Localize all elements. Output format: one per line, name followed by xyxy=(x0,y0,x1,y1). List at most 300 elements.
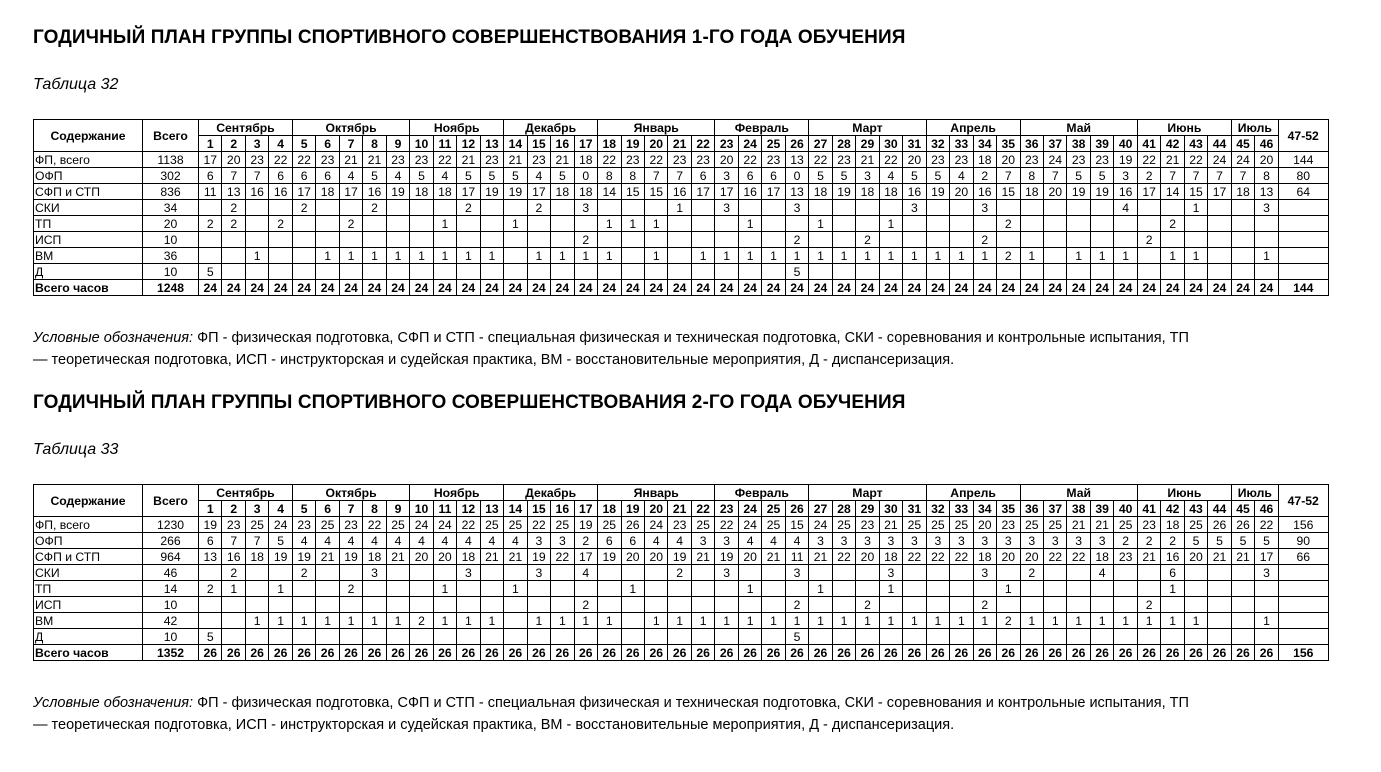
week-cell xyxy=(1114,565,1138,581)
week-cell: 26 xyxy=(1231,517,1254,533)
week-cell xyxy=(316,581,339,597)
week-cell: 5 xyxy=(926,168,949,184)
month-header: Июнь xyxy=(1137,485,1231,501)
week-cell: 19 xyxy=(598,549,621,565)
week-cell xyxy=(1090,264,1113,280)
week-cell: 26 xyxy=(879,645,902,661)
week-cell xyxy=(199,200,222,216)
week-cell xyxy=(222,629,245,645)
week-number: 17 xyxy=(574,501,597,517)
week-cell xyxy=(1231,216,1254,232)
week-cell: 2 xyxy=(1020,565,1043,581)
header-total: Всего xyxy=(143,485,199,517)
week-cell: 1 xyxy=(1067,248,1090,264)
week-cell: 3 xyxy=(457,565,480,581)
week-cell: 26 xyxy=(1043,645,1066,661)
week-number: 8 xyxy=(363,136,386,152)
week-cell: 15 xyxy=(644,184,667,200)
week-cell xyxy=(457,597,480,613)
week-cell: 1 xyxy=(1067,613,1090,629)
week-cell: 17 xyxy=(1208,184,1232,200)
week-cell xyxy=(926,264,949,280)
week-cell xyxy=(292,264,315,280)
week-cell xyxy=(715,581,738,597)
week-cell: 1 xyxy=(504,581,527,597)
week-cell: 1 xyxy=(1090,248,1113,264)
week-cell xyxy=(222,597,245,613)
week-cell: 23 xyxy=(1067,152,1090,168)
week-cell: 5 xyxy=(457,168,480,184)
week-cell: 2 xyxy=(973,232,996,248)
week-cell xyxy=(386,232,409,248)
week-cell xyxy=(551,565,574,581)
week-cell xyxy=(715,629,738,645)
week-cell xyxy=(245,200,268,216)
week-number: 27 xyxy=(809,501,832,517)
legend-lead: Условные обозначения: xyxy=(33,330,194,346)
week-cell: 4 xyxy=(363,533,386,549)
week-cell: 1 xyxy=(1043,613,1066,629)
week-cell xyxy=(1208,581,1232,597)
week-cell xyxy=(1020,629,1043,645)
week-cell xyxy=(1090,216,1113,232)
week-cell xyxy=(1208,200,1232,216)
week-cell: 1 xyxy=(504,216,527,232)
week-cell: 3 xyxy=(950,533,973,549)
week-cell xyxy=(809,232,832,248)
week-number: 45 xyxy=(1231,501,1254,517)
week-cell: 21 xyxy=(809,549,832,565)
week-cell xyxy=(950,597,973,613)
week-cell: 26 xyxy=(269,645,292,661)
week-number: 1 xyxy=(199,136,222,152)
week-cell xyxy=(832,216,855,232)
week-cell: 6 xyxy=(691,168,714,184)
week-cell: 25 xyxy=(316,517,339,533)
week-cell xyxy=(926,597,949,613)
week-cell: 21 xyxy=(1161,152,1184,168)
week-cell: 21 xyxy=(504,152,527,168)
week-cell: 4 xyxy=(644,533,667,549)
row-total: 46 xyxy=(143,565,199,581)
week-cell: 26 xyxy=(1208,517,1232,533)
month-header: Ноябрь xyxy=(410,120,504,136)
week-cell: 26 xyxy=(316,645,339,661)
week-cell: 2 xyxy=(222,565,245,581)
week-cell: 4 xyxy=(433,168,456,184)
week-number: 40 xyxy=(1114,136,1138,152)
week-cell xyxy=(738,597,761,613)
week-cell xyxy=(433,264,456,280)
week-cell xyxy=(1255,264,1278,280)
week-cell xyxy=(480,629,504,645)
row-tail: 66 xyxy=(1278,549,1328,565)
week-number: 34 xyxy=(973,501,996,517)
week-cell: 23 xyxy=(480,152,504,168)
week-cell: 18 xyxy=(879,549,902,565)
week-cell xyxy=(386,629,409,645)
week-cell: 3 xyxy=(1255,200,1278,216)
week-cell xyxy=(316,597,339,613)
week-cell xyxy=(222,232,245,248)
week-cell: 6 xyxy=(762,168,785,184)
week-cell xyxy=(1231,613,1254,629)
week-cell: 1 xyxy=(644,248,667,264)
week-cell: 3 xyxy=(1067,533,1090,549)
week-cell xyxy=(504,629,527,645)
week-number: 38 xyxy=(1067,136,1090,152)
week-cell: 6 xyxy=(199,168,222,184)
week-cell: 3 xyxy=(1090,533,1113,549)
week-cell: 4 xyxy=(386,168,409,184)
week-cell xyxy=(1208,565,1232,581)
row-label: Всего часов xyxy=(34,280,143,296)
week-number: 31 xyxy=(903,501,926,517)
week-cell: 17 xyxy=(199,152,222,168)
week-cell: 3 xyxy=(715,565,738,581)
week-cell: 24 xyxy=(386,280,409,296)
week-number: 2 xyxy=(222,136,245,152)
week-cell: 20 xyxy=(1184,549,1207,565)
week-cell: 2 xyxy=(574,232,597,248)
month-header: Октябрь xyxy=(292,485,409,501)
week-cell xyxy=(691,200,714,216)
week-cell xyxy=(1020,264,1043,280)
week-cell xyxy=(1184,216,1207,232)
row-tail xyxy=(1278,232,1328,248)
week-cell: 26 xyxy=(245,645,268,661)
week-cell: 5 xyxy=(480,168,504,184)
week-cell: 4 xyxy=(457,533,480,549)
week-cell xyxy=(903,216,926,232)
week-cell: 19 xyxy=(668,549,691,565)
week-cell: 7 xyxy=(245,533,268,549)
week-cell: 1 xyxy=(339,613,362,629)
week-cell xyxy=(856,264,879,280)
plan-title: ГОДИЧНЫЙ ПЛАН ГРУППЫ СПОРТИВНОГО СОВЕРШЕНСТВОВАНИЯ 1-ГО ГОДА ОБУЧЕНИЯ xyxy=(33,27,906,48)
week-cell xyxy=(551,216,574,232)
legend-line-1: ФП - физическая подготовка, СФП и СТП - специальная физическая и техническая подготовка, СКИ - соревнования и контрольные испытания, ТП xyxy=(193,695,1189,711)
week-cell: 21 xyxy=(457,152,480,168)
week-cell xyxy=(1231,264,1254,280)
week-cell: 19 xyxy=(926,184,949,200)
table-row xyxy=(34,216,1329,232)
week-cell: 1 xyxy=(269,613,292,629)
week-cell: 20 xyxy=(433,549,456,565)
week-cell: 1 xyxy=(856,613,879,629)
week-cell: 19 xyxy=(832,184,855,200)
week-cell: 24 xyxy=(715,280,738,296)
week-cell: 24 xyxy=(1114,280,1138,296)
week-cell: 24 xyxy=(809,280,832,296)
week-cell xyxy=(762,200,785,216)
week-cell: 1 xyxy=(691,248,714,264)
week-cell xyxy=(480,565,504,581)
week-cell: 3 xyxy=(879,533,902,549)
week-cell: 5 xyxy=(269,533,292,549)
week-number: 11 xyxy=(433,136,456,152)
week-cell xyxy=(363,216,386,232)
week-cell xyxy=(762,264,785,280)
week-cell: 3 xyxy=(1114,168,1138,184)
week-cell: 26 xyxy=(1231,645,1254,661)
week-cell xyxy=(598,629,621,645)
row-label: Д xyxy=(34,629,143,645)
week-cell xyxy=(1184,597,1207,613)
week-cell xyxy=(410,200,433,216)
week-cell: 26 xyxy=(691,645,714,661)
plan-table xyxy=(33,484,1329,661)
row-label: ФП, всего xyxy=(34,152,143,168)
week-cell: 18 xyxy=(973,152,996,168)
week-cell: 24 xyxy=(1161,280,1184,296)
week-cell xyxy=(691,581,714,597)
week-cell: 14 xyxy=(598,184,621,200)
week-cell: 4 xyxy=(1090,565,1113,581)
week-cell: 2 xyxy=(997,248,1020,264)
week-cell xyxy=(997,629,1020,645)
week-cell: 20 xyxy=(973,517,996,533)
week-cell xyxy=(715,232,738,248)
week-cell: 24 xyxy=(316,280,339,296)
week-cell xyxy=(199,248,222,264)
week-cell: 20 xyxy=(903,152,926,168)
week-number: 18 xyxy=(598,136,621,152)
week-cell: 24 xyxy=(269,280,292,296)
week-cell xyxy=(1114,232,1138,248)
row-total: 36 xyxy=(143,248,199,264)
week-cell: 24 xyxy=(738,280,761,296)
week-cell: 17 xyxy=(527,184,550,200)
week-cell xyxy=(433,629,456,645)
week-cell xyxy=(339,200,362,216)
week-cell: 24 xyxy=(738,517,761,533)
week-cell xyxy=(316,629,339,645)
week-cell xyxy=(363,597,386,613)
week-cell xyxy=(410,565,433,581)
week-cell: 5 xyxy=(504,168,527,184)
week-cell: 24 xyxy=(785,280,808,296)
week-number: 6 xyxy=(316,501,339,517)
week-cell xyxy=(785,216,808,232)
week-cell xyxy=(762,565,785,581)
week-cell: 5 xyxy=(1184,533,1207,549)
week-cell: 1 xyxy=(433,613,456,629)
week-cell: 1 xyxy=(950,248,973,264)
week-cell xyxy=(386,565,409,581)
week-cell: 16 xyxy=(245,184,268,200)
week-cell: 5 xyxy=(785,629,808,645)
week-number: 21 xyxy=(668,501,691,517)
week-cell: 2 xyxy=(574,597,597,613)
week-cell: 23 xyxy=(950,152,973,168)
week-cell: 1 xyxy=(1114,613,1138,629)
week-cell: 1 xyxy=(1137,613,1160,629)
week-cell: 24 xyxy=(691,280,714,296)
week-number: 25 xyxy=(762,136,785,152)
week-number: 39 xyxy=(1090,136,1113,152)
week-cell xyxy=(1043,248,1066,264)
week-cell xyxy=(621,629,644,645)
week-cell: 2 xyxy=(785,232,808,248)
week-cell: 26 xyxy=(762,645,785,661)
week-cell: 19 xyxy=(1090,184,1113,200)
week-cell: 1 xyxy=(621,216,644,232)
week-cell xyxy=(457,264,480,280)
week-cell xyxy=(1020,597,1043,613)
week-cell: 24 xyxy=(1043,152,1066,168)
week-cell: 8 xyxy=(1020,168,1043,184)
week-number: 36 xyxy=(1020,136,1043,152)
week-number: 42 xyxy=(1161,501,1184,517)
week-cell xyxy=(1161,629,1184,645)
week-cell xyxy=(551,264,574,280)
week-cell xyxy=(1067,232,1090,248)
week-cell: 1 xyxy=(1255,248,1278,264)
week-cell: 1 xyxy=(1020,248,1043,264)
week-cell xyxy=(433,597,456,613)
week-cell xyxy=(551,629,574,645)
week-cell: 2 xyxy=(997,613,1020,629)
week-cell: 18 xyxy=(973,549,996,565)
week-cell xyxy=(856,581,879,597)
week-cell: 3 xyxy=(879,565,902,581)
week-cell: 26 xyxy=(950,645,973,661)
week-cell: 20 xyxy=(715,152,738,168)
week-cell: 26 xyxy=(926,645,949,661)
week-cell: 5 xyxy=(199,629,222,645)
week-cell: 24 xyxy=(410,280,433,296)
week-cell: 22 xyxy=(457,517,480,533)
week-cell: 4 xyxy=(879,168,902,184)
week-cell: 1 xyxy=(1184,613,1207,629)
week-cell: 1 xyxy=(1161,248,1184,264)
week-cell xyxy=(316,264,339,280)
week-cell: 24 xyxy=(856,280,879,296)
week-cell xyxy=(457,216,480,232)
week-cell xyxy=(1255,581,1278,597)
week-cell: 1 xyxy=(738,613,761,629)
week-cell xyxy=(1255,629,1278,645)
week-cell: 22 xyxy=(926,549,949,565)
week-number: 37 xyxy=(1043,501,1066,517)
week-cell: 4 xyxy=(738,533,761,549)
week-cell xyxy=(879,629,902,645)
week-cell: 26 xyxy=(1067,645,1090,661)
week-cell xyxy=(973,629,996,645)
week-cell xyxy=(997,200,1020,216)
week-cell: 26 xyxy=(1184,645,1207,661)
week-cell: 0 xyxy=(785,168,808,184)
week-cell xyxy=(1020,581,1043,597)
week-cell xyxy=(668,581,691,597)
table-row xyxy=(34,200,1329,216)
week-cell: 23 xyxy=(1090,152,1113,168)
week-cell: 1 xyxy=(809,248,832,264)
week-cell: 25 xyxy=(1114,517,1138,533)
week-cell: 1 xyxy=(926,613,949,629)
week-cell: 1 xyxy=(292,613,315,629)
week-number: 37 xyxy=(1043,136,1066,152)
week-cell: 3 xyxy=(691,533,714,549)
week-cell: 1 xyxy=(644,613,667,629)
week-cell: 25 xyxy=(504,517,527,533)
week-cell: 5 xyxy=(809,168,832,184)
week-cell: 24 xyxy=(339,280,362,296)
week-cell: 6 xyxy=(621,533,644,549)
week-cell: 4 xyxy=(339,533,362,549)
week-cell xyxy=(574,216,597,232)
week-cell xyxy=(339,232,362,248)
week-cell xyxy=(997,232,1020,248)
week-cell xyxy=(480,216,504,232)
week-cell: 1 xyxy=(832,248,855,264)
week-cell: 1 xyxy=(973,613,996,629)
week-cell xyxy=(457,232,480,248)
week-cell: 1 xyxy=(668,200,691,216)
row-total: 1138 xyxy=(143,152,199,168)
week-cell: 3 xyxy=(926,533,949,549)
week-number: 19 xyxy=(621,501,644,517)
week-cell xyxy=(480,264,504,280)
week-cell xyxy=(644,629,667,645)
week-cell xyxy=(504,613,527,629)
week-cell: 22 xyxy=(832,549,855,565)
week-cell xyxy=(245,565,268,581)
week-cell xyxy=(433,565,456,581)
week-cell: 24 xyxy=(809,517,832,533)
week-cell xyxy=(269,248,292,264)
week-cell: 24 xyxy=(832,280,855,296)
week-cell: 23 xyxy=(527,152,550,168)
week-cell: 24 xyxy=(1231,152,1254,168)
week-cell xyxy=(621,565,644,581)
week-cell: 1 xyxy=(527,613,550,629)
week-cell: 1 xyxy=(386,248,409,264)
row-label: ТП xyxy=(34,216,143,232)
week-cell: 3 xyxy=(1020,533,1043,549)
week-cell: 25 xyxy=(386,517,409,533)
week-number: 27 xyxy=(809,136,832,152)
week-number: 1 xyxy=(199,501,222,517)
week-cell: 2 xyxy=(457,200,480,216)
week-cell: 24 xyxy=(433,280,456,296)
week-cell: 13 xyxy=(1255,184,1278,200)
week-cell xyxy=(551,232,574,248)
week-cell xyxy=(879,597,902,613)
week-cell: 16 xyxy=(222,549,245,565)
row-label: СФП и СТП xyxy=(34,549,143,565)
week-cell xyxy=(832,232,855,248)
week-cell xyxy=(668,232,691,248)
week-cell: 5 xyxy=(785,264,808,280)
week-cell: 17 xyxy=(574,549,597,565)
week-cell: 1 xyxy=(598,613,621,629)
week-cell: 1 xyxy=(691,613,714,629)
week-cell: 26 xyxy=(903,645,926,661)
week-cell: 17 xyxy=(1137,184,1160,200)
week-cell xyxy=(386,264,409,280)
week-cell: 24 xyxy=(644,280,667,296)
week-cell xyxy=(809,629,832,645)
header-content: Содержание xyxy=(34,120,143,152)
week-cell xyxy=(1114,629,1138,645)
week-cell: 25 xyxy=(691,517,714,533)
week-cell: 26 xyxy=(621,517,644,533)
week-cell xyxy=(292,629,315,645)
week-cell xyxy=(973,216,996,232)
week-cell: 2 xyxy=(292,200,315,216)
